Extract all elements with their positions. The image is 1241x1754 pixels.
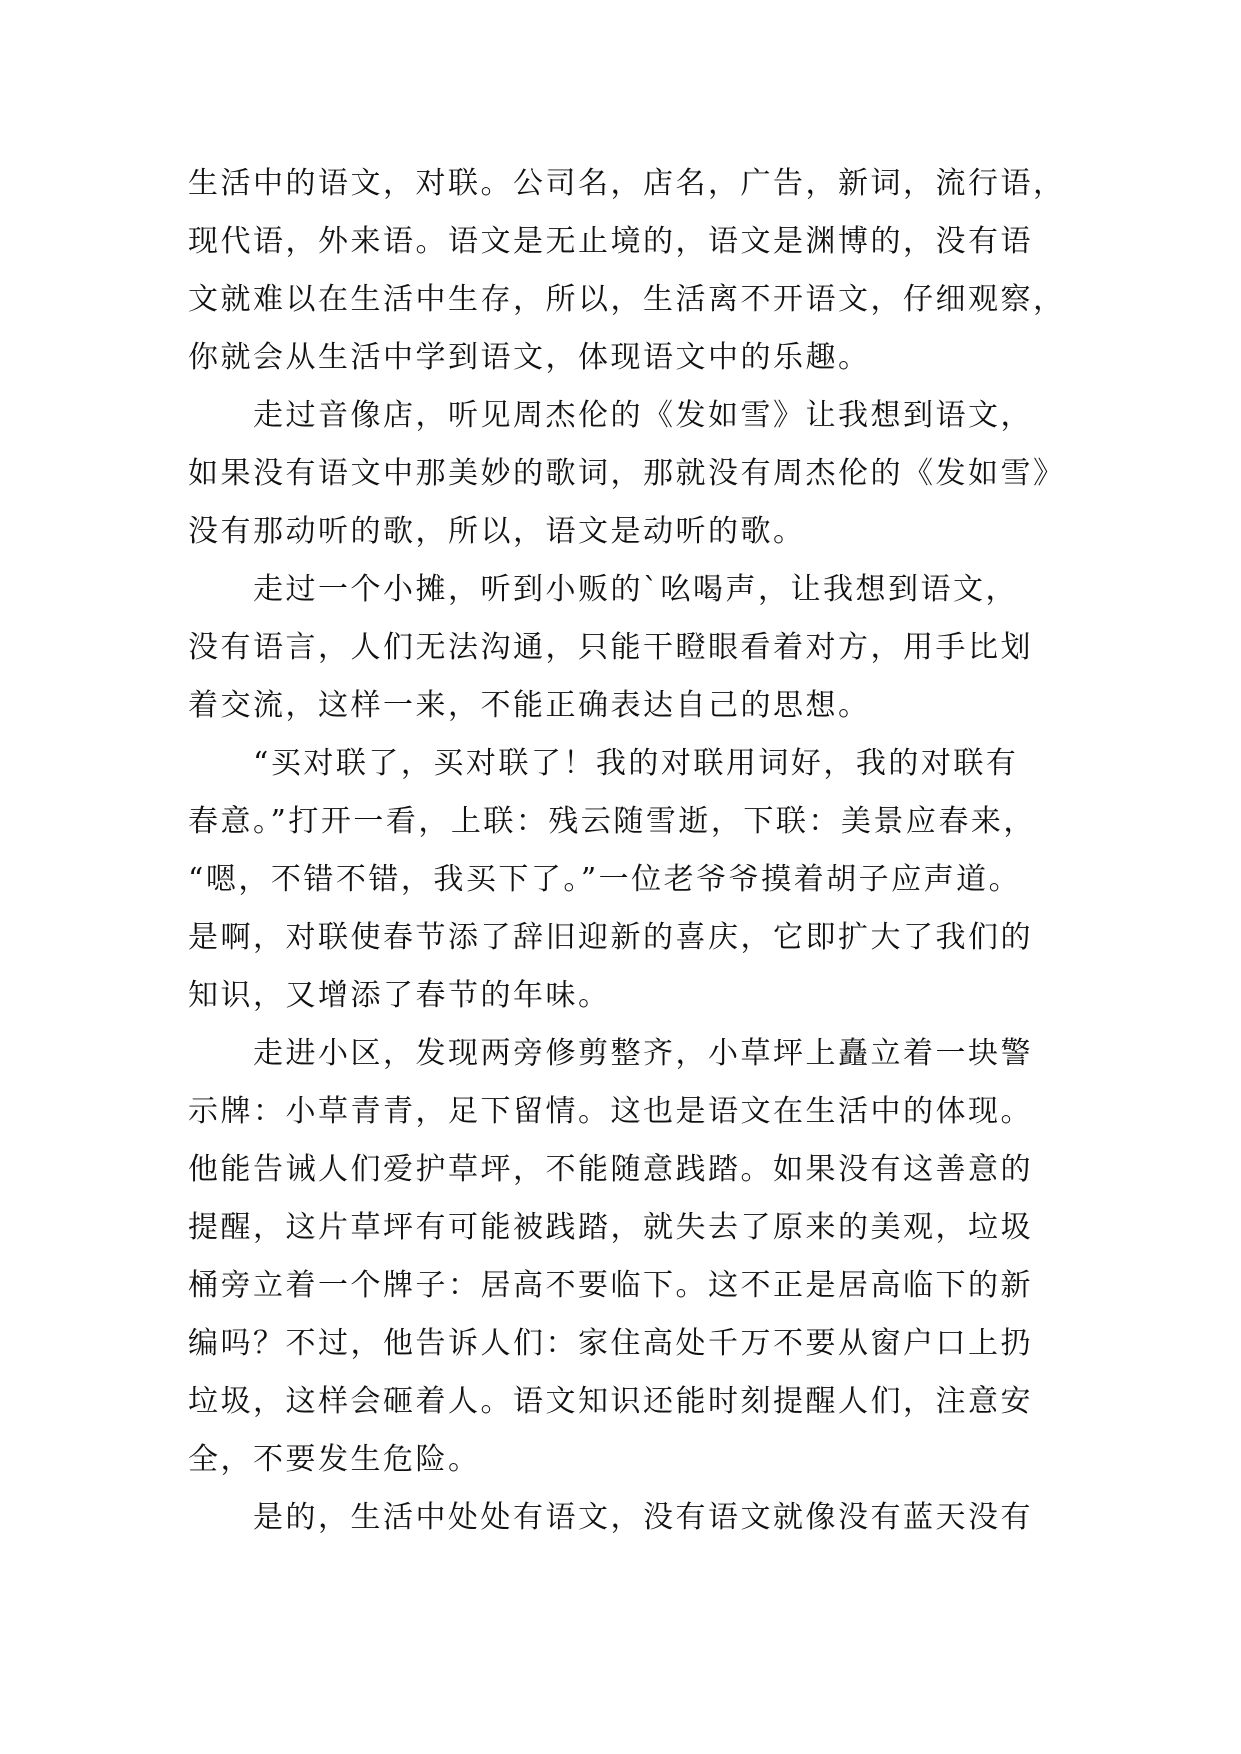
text-line: 没有语言，人们无法沟通，只能干瞪眼看着对方，用手比划 bbox=[188, 630, 1033, 665]
text-line: “嗯，不错不错，我买下了。”一位老爷爷摸着胡子应声道。 bbox=[188, 862, 1022, 897]
text-line: 着交流，这样一来，不能正确表达自己的思想。 bbox=[188, 688, 871, 723]
text-line: 提醒，这片草坪有可能被践踏，就失去了原来的美观，垃圾 bbox=[188, 1210, 1033, 1245]
text-line: 如果没有语文中那美妙的歌词，那就没有周杰伦的《发如雪》 bbox=[188, 456, 1066, 491]
text-line: “买对联了，买对联了！我的对联用词好，我的对联有 bbox=[253, 746, 1019, 781]
paragraph bbox=[188, 735, 1088, 1025]
text-line: 示牌：小草青青，足下留情。这也是语文在生活中的体现。 bbox=[188, 1094, 1033, 1129]
text-line: 是啊，对联使春节添了辞旧迎新的喜庆，它即扩大了我们的 bbox=[188, 920, 1033, 955]
paragraph bbox=[188, 155, 1088, 387]
text-line: 他能告诫人们爱护草坪，不能随意践踏。如果没有这善意的 bbox=[188, 1152, 1033, 1187]
text-line: 垃圾，这样会砸着人。语文知识还能时刻提醒人们，注意安 bbox=[188, 1384, 1033, 1419]
text-line: 现代语，外来语。语文是无止境的，语文是渊博的，没有语 bbox=[188, 224, 1033, 259]
text-line: 桶旁立着一个牌子：居高不要临下。这不正是居高临下的新 bbox=[188, 1268, 1033, 1303]
text-line: 编吗？不过，他告诉人们：家住高处千万不要从窗户口上扔 bbox=[188, 1326, 1033, 1361]
text-line: 知识，又增添了春节的年味。 bbox=[188, 978, 611, 1013]
text-line: 走过一个小摊，听到小贩的`吆喝声，让我想到语文， bbox=[253, 572, 1018, 607]
text-line: 生活中的语文，对联。公司名，店名，广告，新词，流行语， bbox=[188, 166, 1066, 201]
text-line: 走过音像店，听见周杰伦的《发如雪》让我想到语文， bbox=[253, 398, 1033, 433]
paragraph bbox=[188, 1025, 1088, 1489]
document-body bbox=[188, 155, 1088, 1547]
paragraph bbox=[188, 1489, 1088, 1547]
paragraph bbox=[188, 387, 1088, 561]
text-line: 没有那动听的歌，所以，语文是动听的歌。 bbox=[188, 514, 806, 549]
paragraph bbox=[188, 561, 1088, 735]
text-line: 走进小区，发现两旁修剪整齐，小草坪上矗立着一块警 bbox=[253, 1036, 1033, 1071]
text-line: 是的，生活中处处有语文，没有语文就像没有蓝天没有 bbox=[253, 1500, 1033, 1535]
text-line: 春意。”打开一看，上联：残云随雪逝，下联：美景应春来， bbox=[188, 804, 1036, 839]
text-line: 你就会从生活中学到语文，体现语文中的乐趣。 bbox=[188, 340, 871, 375]
text-line: 文就难以在生活中生存，所以，生活离不开语文，仔细观察， bbox=[188, 282, 1066, 317]
text-line: 全，不要发生危险。 bbox=[188, 1442, 481, 1477]
